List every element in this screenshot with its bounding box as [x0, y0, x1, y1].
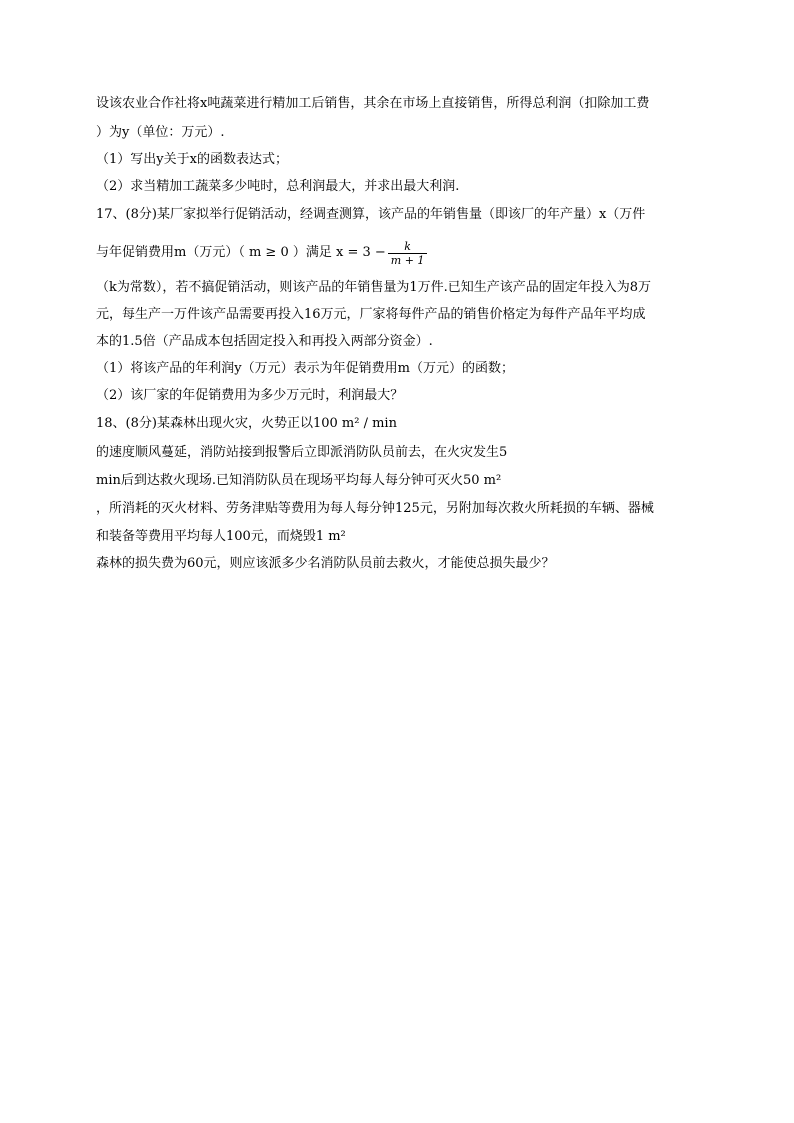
question-17-formula-line — [96, 236, 427, 270]
question-18-intro: 18、(8分)某森林出现火灾，火势正以100 m² / min — [96, 416, 397, 431]
text-line: 本的1.5倍（产品成本包括固定投入和再投入两部分资金）. — [96, 334, 433, 349]
text-line: 的速度顺风蔓延，消防站接到报警后立即派消防队员前去，在火灾发生5 — [96, 445, 508, 460]
text-line: （k为常数），若不搞促销活动，则该产品的年销售量为1万件.已知生产该产品的固定年投入为8万 — [96, 280, 652, 295]
fraction — [388, 240, 428, 267]
formula-text: 与年促销费用m（万元）（ m ≥ 0 ）满足 x = 3 − — [96, 245, 386, 260]
text-line: （2）求当精加工蔬菜多少吨时，总利润最大，并求出最大利润. — [96, 179, 460, 194]
text-line: ）为y（单位：万元）. — [96, 125, 225, 140]
question-17-intro: 17、(8分)某厂家拟举行促销活动，经调查测算，该产品的年销售量（即该厂的年产量）x（万件 — [96, 207, 646, 222]
text-line: 森林的损失费为60元，则应该派多少名消防队员前去救火，才能使总损失最少？ — [96, 556, 555, 571]
text-line: min后到达救火现场.已知消防队员在现场平均每人每分钟可灭火50 m² — [96, 473, 502, 488]
text-line: ，所消耗的灭火材料、劳务津贴等费用为每人每分钟125元，另附加每次救火所耗损的车辆、器械 — [96, 501, 654, 516]
fraction-denominator: m + 1 — [390, 253, 425, 267]
text-line: （1）将该产品的年利润y（万元）表示为年促销费用m（万元）的函数； — [96, 361, 514, 376]
text-line: 和装备等费用平均每人100元，而烧毁1 m² — [96, 529, 346, 544]
text-line: （2）该厂家的年促销费用为多少万元时，利润最大？ — [96, 388, 404, 403]
text-line: 设该农业合作社将x吨蔬菜进行精加工后销售，其余在市场上直接销售，所得总利润（扣除加工费 — [96, 96, 650, 111]
text-line: 元，每生产一万件该产品需要再投入16万元，厂家将每件产品的销售价格定为每件产品年平均成 — [96, 307, 646, 322]
text-line: （1）写出y关于x的函数表达式； — [96, 152, 288, 167]
fraction-numerator: k — [388, 240, 428, 254]
